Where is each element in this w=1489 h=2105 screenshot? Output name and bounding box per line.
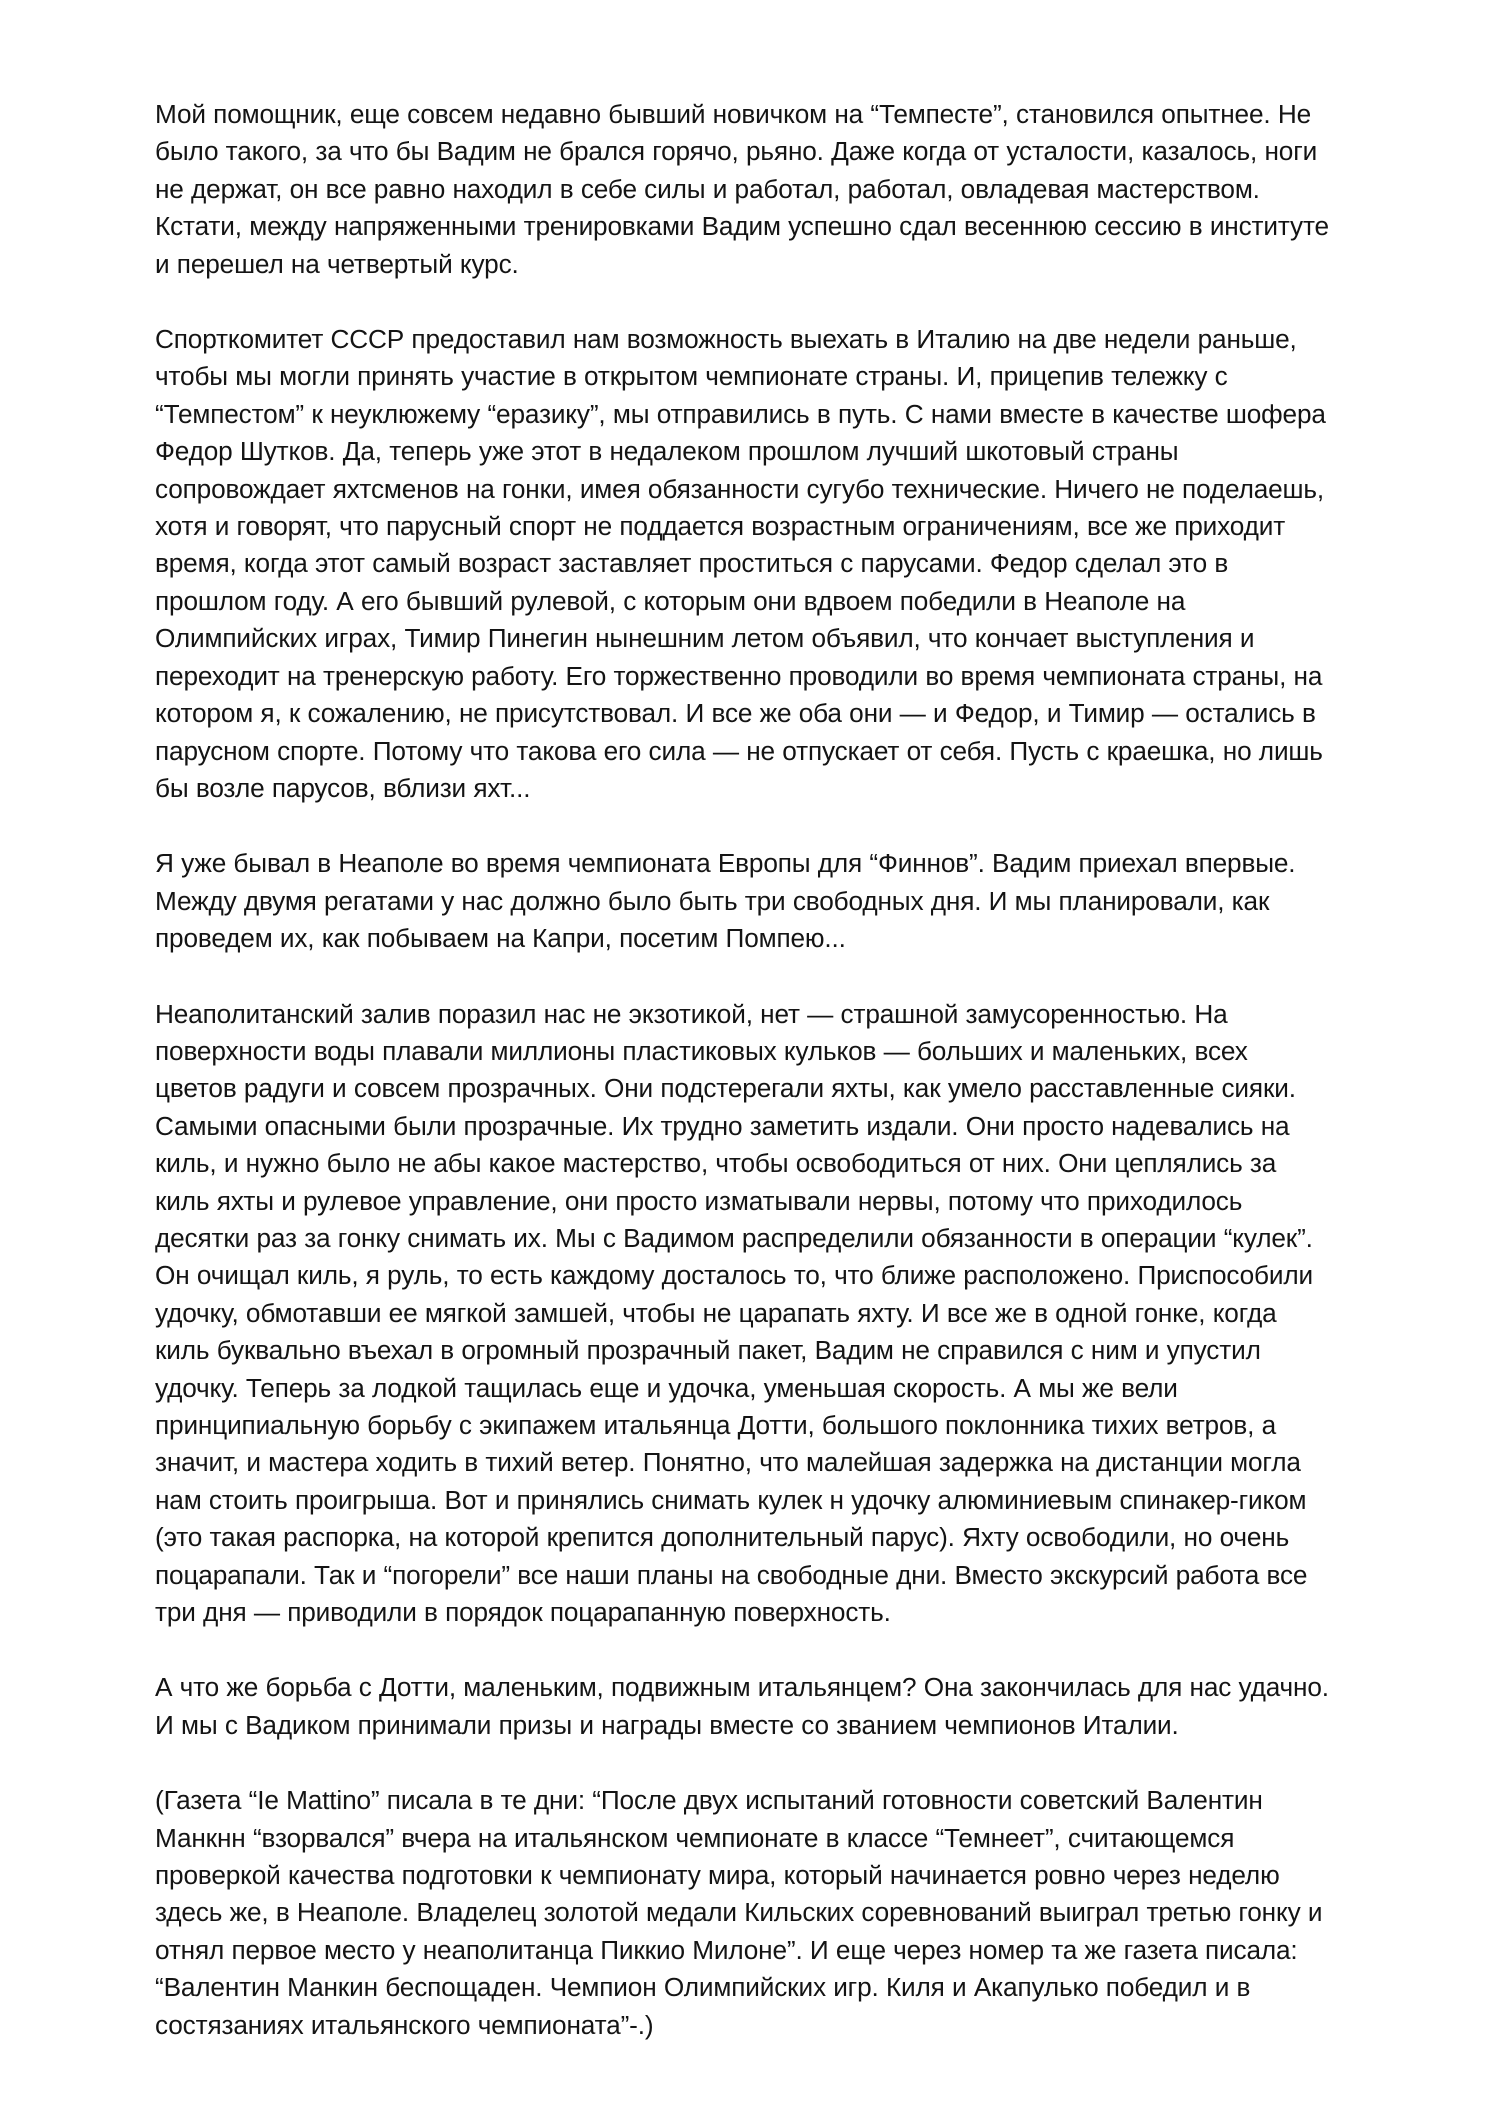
paragraph: Спорткомитет СССР предоставил нам возможность выехать в Италию на две недели раньше, чтобы мы могли принять участие в открытом чемпионате страны. И, прицепив тележку с “Темпестом” к неуклюжему “еразику”, мы отправились в путь. С нами вместе в качестве шофера Федор Шутков. Да, теперь уже этот в недалеком прошлом лучший шкотовый страны сопровождает яхтсменов на гонки, имея обязанности сугубо технические. Ничего не поделаешь, хотя и говорят, что парусный спорт не поддается возрастным ограничениям, все же приходит время, когда этот самый возраст заставляет проститься с парусами. Федор сделал это в прошлом году. А его бывший рулевой, с которым они вдвоем победили в Неаполе на Олимпийских играх, Тимир Пинегин нынешним летом объявил, что кончает выступления и переходит на тренерскую работу. Его торжественно проводили во время чемпионата страны, на котором я, к сожалению, не присутствовал. И все же оба они — и Федор, и Тимир — остались в парусном спорте. Потому что такова его сила — не отпускает от себя. Пусть с краешка, но лишь бы возле парусов, вблизи яхт... — [155, 324, 1326, 803]
paragraph: Мой помощник, еще совсем недавно бывший новичком на “Темпесте”, становился опытнее. Не было такого, за что бы Вадим не брался горячо, рьяно. Даже когда от усталости, казалось, ноги не держат, он все равно находил в себе силы и работал, работал, овладевая мастерством. Кстати, между напряженными тренировками Вадим успешно сдал весеннюю сессию в институте и перешел на четвертый курс. — [155, 99, 1329, 279]
paragraph: Неаполитанский залив поразил нас не экзотикой, нет — страшной замусоренностью. На поверхности воды плавали миллионы пластиковых кульков — больших и маленьких, всех цветов радуги и совсем прозрачных. Они подстерегали яхты, как умело расставленные сияки. Самыми опасными были прозрачные. Их трудно заметить издали. Они просто надевались на киль, и нужно было не абы какое мастерство, чтобы освободиться от них. Они цеплялись за киль яхты и рулевое управление, они просто изматывали нервы, потому что приходилось десятки раз за гонку снимать их. Мы с Вадимом распределили обязанности в операции “кулек”. Он очищал киль, я руль, то есть каждому досталось то, что ближе расположено. Приспособили удочку, обмотавши ее мягкой замшей, чтобы не царапать яхту. И все же в одной гонке, когда киль буквально въехал в огромный прозрачный пакет, Вадим не справился с ним и упустил удочку. Теперь за лодкой тащилась еще и удочка, уменьшая скорость. А мы же вели принципиальную борьбу с экипажем итальянца Дотти, большого поклонника тихих ветров, а значит, и мастера ходить в тихий ветер. Понятно, что малейшая задержка на дистанции могла нам стоить проигрыша. Вот и принялись снимать кулек н удочку алюминиевым спинакер-гиком (это такая распорка, на которой крепится дополнительный парус). Яхту освободили, но очень поцарапали. Так и “погорели” все наши планы на свободные дни. Вместо экскурсий работа все три дня — приводили в порядок поцарапанную поверхность. — [155, 998, 1313, 1628]
body-text-column — [155, 96, 1335, 2044]
paragraph: А что же борьба с Дотти, маленьким, подвижным итальянцем? Она закончилась для нас удачно. И мы с Вадиком принимали призы и награды вместе со званием чемпионов Италии. — [155, 1672, 1329, 1740]
paragraph: Я уже бывал в Неаполе во время чемпионата Европы для “Финнов”. Вадим приехал впервые. Между двумя регатами у нас должно было быть три свободных дня. И мы планировали, как проведем их, как побываем на Капри, посетим Помпею... — [155, 848, 1296, 954]
paragraph: (Газета “Ie Mattino” писала в те дни: “После двух испытаний готовности советский Валентин Манкнн “взорвался” вчера на итальянском чемпионате в классе “Темнеет”, считающемся проверкой качества подготовки к чемпионату мира, который начинается ровно через неделю здесь же, в Неаполе. Владелец золотой медали Кильских соревнований выиграл третью гонку и отнял первое место у неаполитанца Пиккио Милоне”. И еще через номер та же газета писала: “Валентин Манкин беспощаден. Чемпион Олимпийских игр. Киля и Акапулько победил и в состязаниях итальянского чемпионата”-.) — [155, 1785, 1323, 2040]
